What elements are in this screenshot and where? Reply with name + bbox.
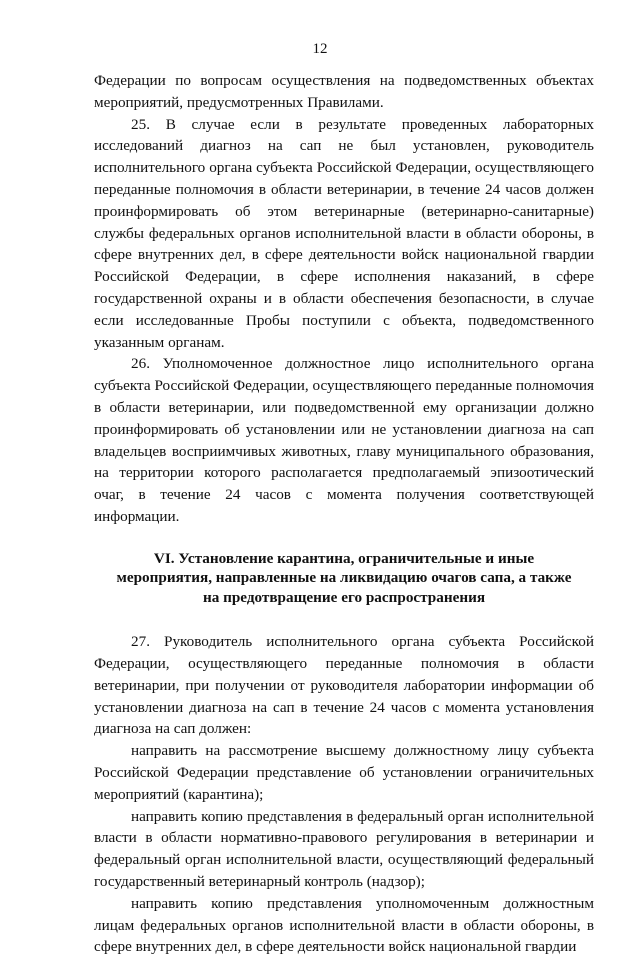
paragraph-continuation: Федерации по вопросам осуществления на подведомственных объектах мероприятий, предусмотренных Правилами. xyxy=(94,72,594,111)
paragraph-25: 25. В случае если в результате проведенных лабораторных исследований диагноз на сап не был установлен, руководитель исполнительного органа субъекта Российской Федерации, осуществляющего переданные полномочия в области ветеринарии, в течение 24 часов должен проинформировать об этом ветеринарные (ветеринарно-санитарные) службы федеральных органов исполнительной власти в области обороны, в сфере внутренних дел, в сфере деятельности войск национальной гвардии Российской Федерации, в сфере исполнения наказаний, в сфере государственной охраны и в области обеспечения безопасности, в случае если исследованные Пробы поступили с объекта, подведомственного указанным органам. xyxy=(94,115,594,351)
section-heading xyxy=(94,549,594,608)
paragraph-27: 27. Руководитель исполнительного органа субъекта Российской Федерации, осуществляющего переданные полномочия в области ветеринарии, при получении от руководителя лаборатории информации об установлении диагноза на сап в течение 24 часов с момента установления диагноза на сап должен: xyxy=(94,633,594,738)
section-heading-line-3: на предотвращение его распространения xyxy=(202,588,486,606)
paragraph-26: 26. Уполномоченное должностное лицо исполнительного органа субъекта Российской Федерации, осуществляющего переданные полномочия в области ветеринарии, или подведомственной ему организации должно проинформировать об установлении или не установлении диагноза на сап владельцев восприимчивых животных, главу муниципального образования, на территории которого располагается предполагаемый эпизоотический очаг, в течение 24 часов с момента получения соответствующей информации. xyxy=(94,355,594,525)
document-body xyxy=(94,70,594,958)
list-item: направить копию представления в федеральный орган исполнительной власти в области нормативно-правового регулирования в ветеринарии и федеральный орган исполнительной власти, осуществляющий федеральный государственный ветеринарный контроль (надзор); xyxy=(94,807,594,890)
section-heading-line-2: мероприятия, направленные на ликвидацию очагов сапа, а также xyxy=(116,569,572,587)
list-item: направить на рассмотрение высшему должностному лицу субъекта Российской Федерации представление об установлении ограничительных мероприятий (карантина); xyxy=(94,742,594,803)
page-number: 12 xyxy=(312,41,328,57)
list-item: направить копию представления уполномоченным должностным лицам федеральных органов исполнительной власти в области обороны, в сфере внутренних дел, в сфере деятельности войск национальной гвардии xyxy=(94,894,594,956)
section-heading-line-1: VI. Установление карантина, ограничительные и иные xyxy=(153,549,535,567)
